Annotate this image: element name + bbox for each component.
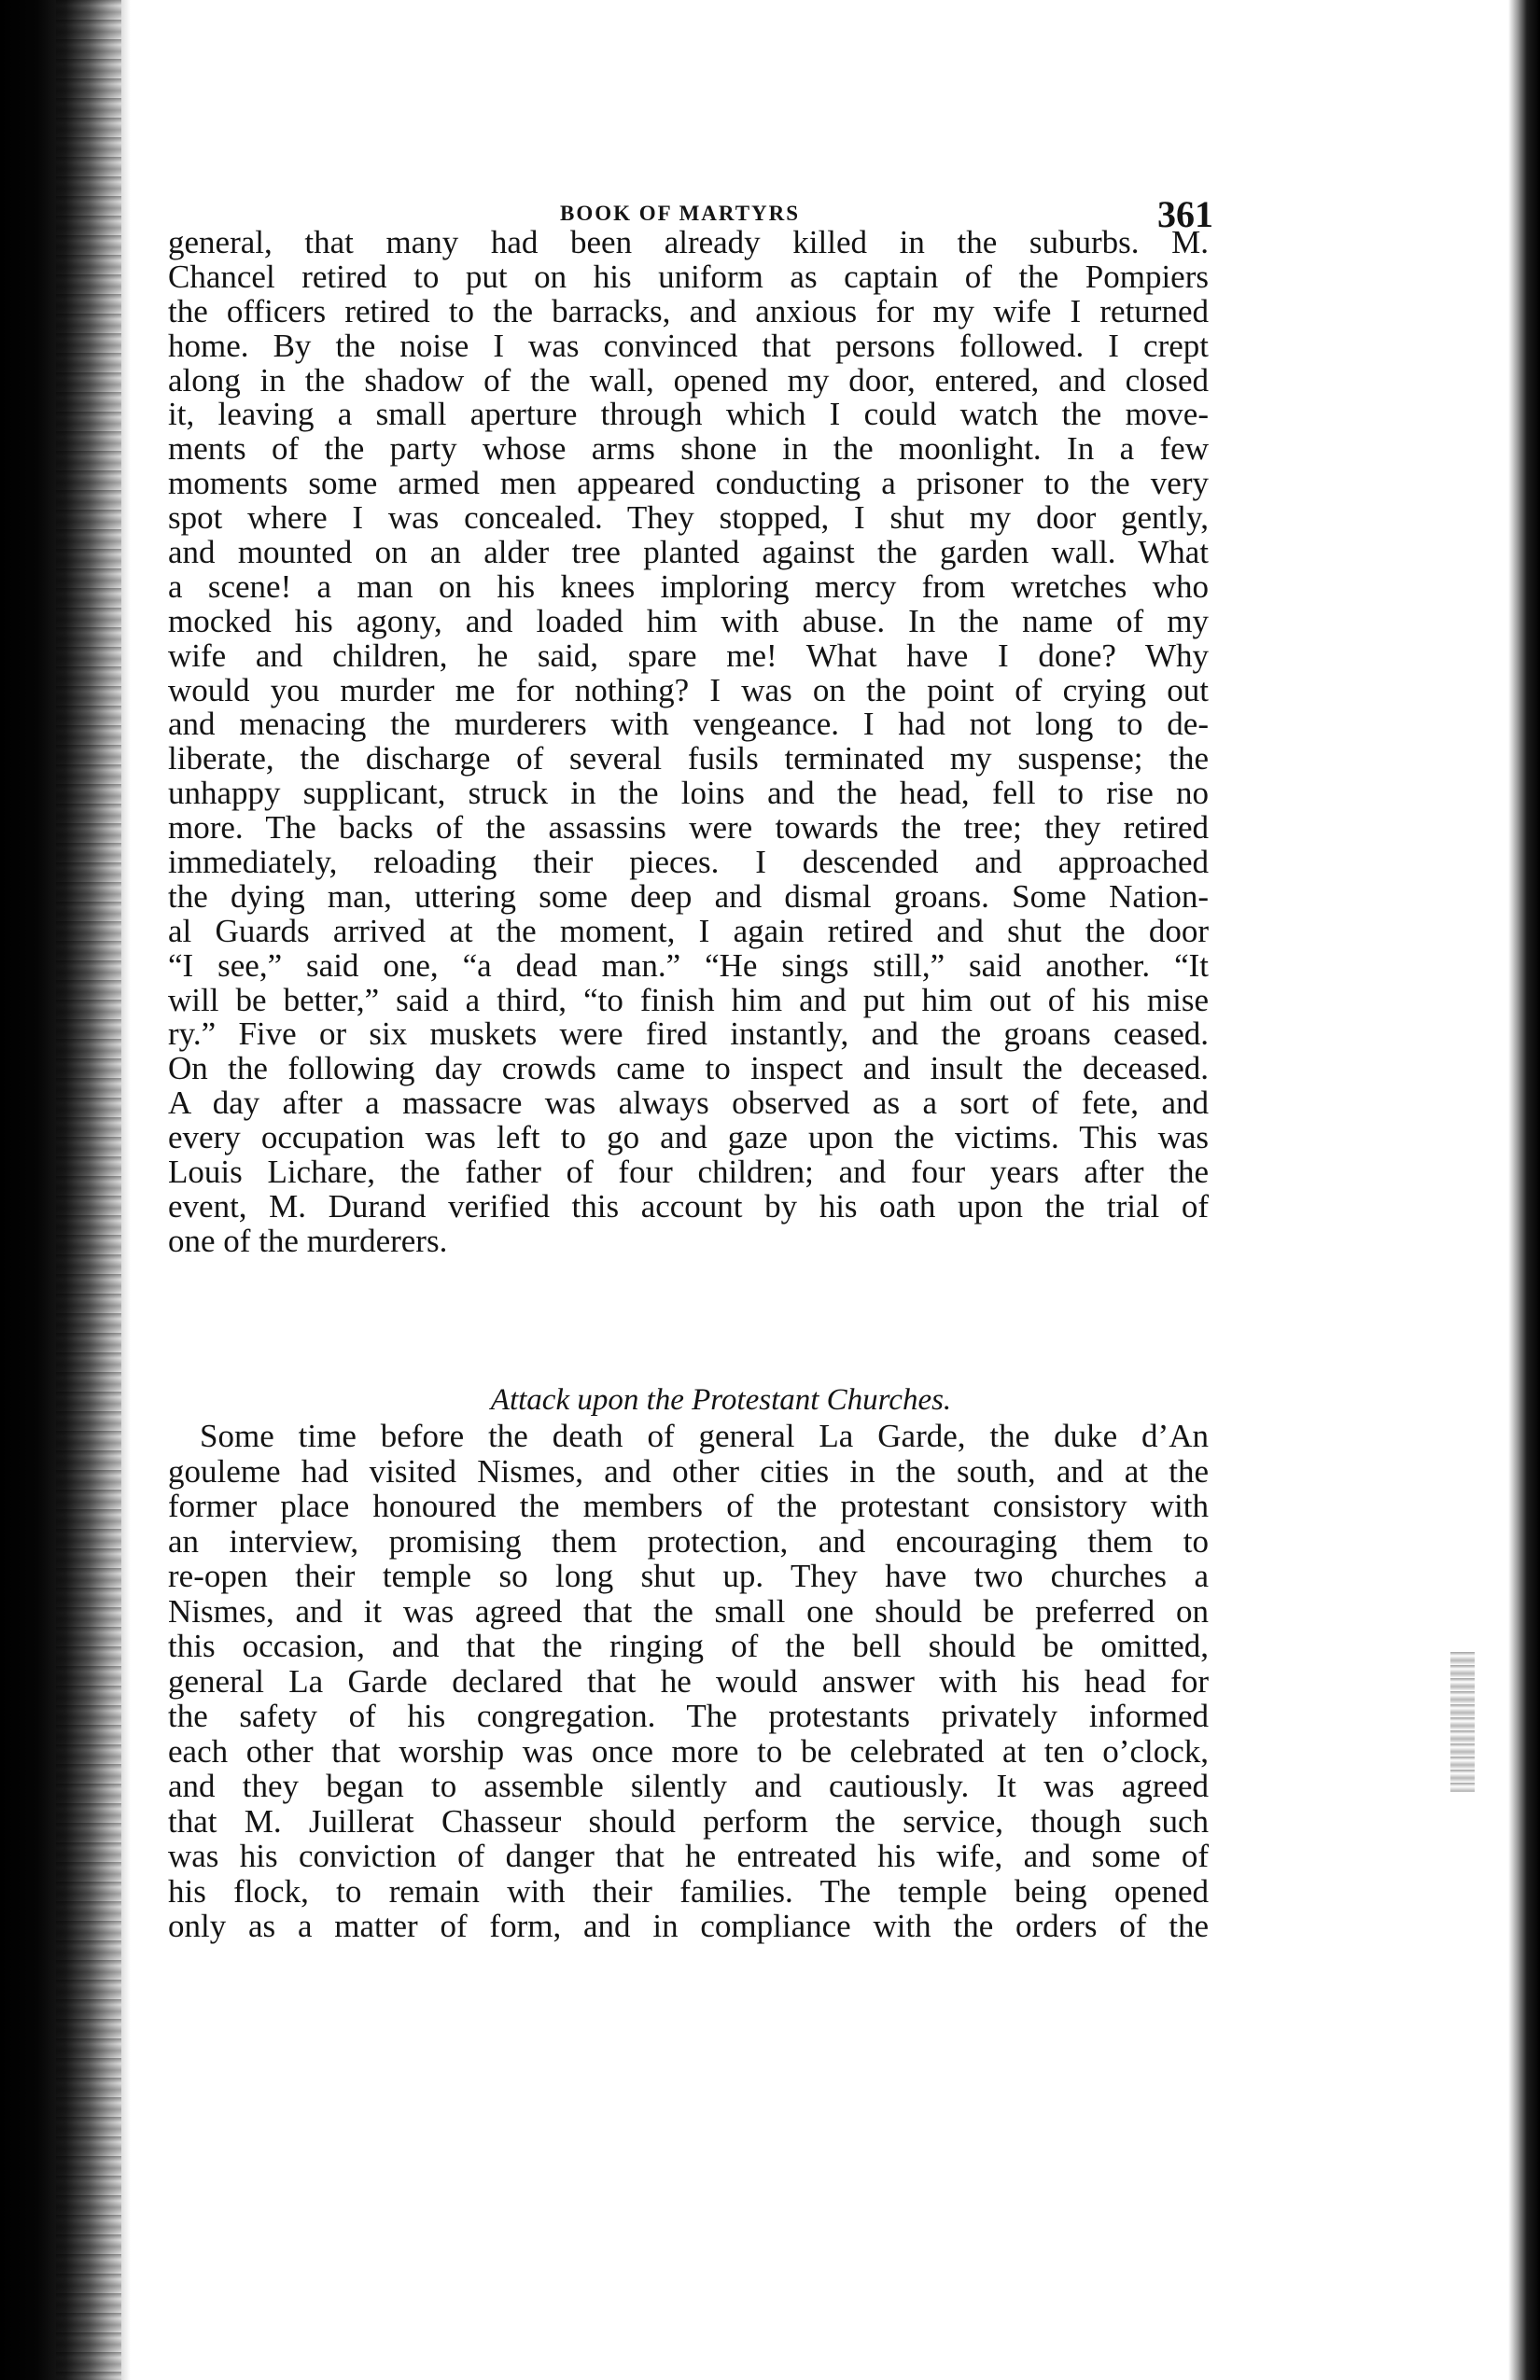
text-line: event, M. Durand verified this account by his oath upon the trial of xyxy=(168,1187,1209,1225)
text-line: spot where I was concealed. They stopped, I shut my door gently, xyxy=(168,499,1209,537)
text-line: was his conviction of danger that he entreated his wife, and some of xyxy=(168,1838,1209,1874)
text-line: and menacing the murderers with vengeance. I had not long to de- xyxy=(168,706,1209,743)
text-line: Some time before the death of general La Garde, the duke d’An xyxy=(200,1418,1209,1454)
scan-shadow-left xyxy=(0,0,131,2380)
text-line: re-open their temple so long shut up. They have two churches a xyxy=(168,1558,1209,1594)
text-line: it, leaving a small aperture through which I could watch the move- xyxy=(168,396,1209,433)
text-line: On the following day crowds came to inspect and insult the deceased. xyxy=(168,1050,1209,1087)
section-heading: Attack upon the Protestant Churches. xyxy=(490,1383,952,1417)
text-line: will be better,” said a third, “to finish him and put him out of his mise xyxy=(168,981,1209,1018)
text-line: A day after a massacre was always observed as a sort of fete, and xyxy=(168,1085,1209,1122)
text-line: ments of the party whose arms shone in the moonlight. In a few xyxy=(168,430,1209,468)
paragraph-1 xyxy=(168,226,1209,1259)
page-number: 361 xyxy=(1157,193,1213,235)
text-line: the dying man, uttering some deep and dismal groans. Some Nation- xyxy=(168,877,1209,915)
text-line: general, that many had been already killed in the suburbs. M. xyxy=(168,224,1209,260)
scan-speckle xyxy=(1450,1652,1475,1792)
text-line: gouleme had visited Nismes, and other cities in the south, and at the xyxy=(168,1452,1209,1490)
text-line: Louis Lichare, the father of four children; and four years after the xyxy=(168,1154,1209,1191)
text-line: along in the shadow of the wall, opened my door, entered, and closed xyxy=(168,361,1209,399)
text-line: every occupation was left to go and gaze upon the victims. This was xyxy=(168,1119,1209,1156)
text-line: liberate, the discharge of several fusils terminated my suspense; the xyxy=(168,740,1209,777)
text-line: more. The backs of the assassins were towards the tree; they retired xyxy=(168,809,1209,847)
text-line: unhappy supplicant, struck in the loins and the head, fell to rise no xyxy=(168,775,1209,812)
text-line: “I see,” said one, “a dead man.” “He sings still,” said another. “It xyxy=(168,946,1209,984)
text-line: the officers retired to the barracks, and anxious for my wife I returned xyxy=(168,292,1209,329)
text-line: the safety of his congregation. The protestants privately informed xyxy=(168,1698,1209,1734)
text-line: home. By the noise I was convinced that persons followed. I crept xyxy=(168,327,1209,364)
text-line: immediately, reloading their pieces. I descended and approached xyxy=(168,844,1209,881)
text-line: would you murder me for nothing? I was on the point of crying out xyxy=(168,671,1209,708)
text-line: former place honoured the members of the protestant consistory with xyxy=(168,1488,1209,1524)
scan-shadow-right xyxy=(1508,0,1540,2380)
text-line: one of the murderers. xyxy=(168,1222,448,1259)
text-line: a scene! a man on his knees imploring mercy from wretches who xyxy=(168,567,1209,605)
paragraph-2 xyxy=(168,1419,1209,1944)
running-title: BOOK OF MARTYRS xyxy=(560,202,801,225)
text-line: mocked his agony, and loaded him with abuse. In the name of my xyxy=(168,602,1209,639)
text-line: ry.” Five or six muskets were fired instantly, and the groans ceased. xyxy=(168,1015,1209,1053)
text-line: and they began to assemble silently and cautiously. It was agreed xyxy=(168,1768,1209,1804)
text-line: this occasion, and that the ringing of the bell should be omitted, xyxy=(168,1628,1209,1664)
text-line: moments some armed men appeared conducting a prisoner to the very xyxy=(168,465,1209,502)
text-line: Nismes, and it was agreed that the small one should be preferred on xyxy=(168,1592,1209,1630)
text-line: that M. Juillerat Chasseur should perform the service, though such xyxy=(168,1802,1209,1840)
text-line: an interview, promising them protection, and encouraging them to xyxy=(168,1522,1209,1560)
text-line: his flock, to remain with their families. The temple being opened xyxy=(168,1872,1209,1910)
text-line: general La Garde declared that he would answer with his head for xyxy=(168,1662,1209,1700)
text-line: each other that worship was once more to be celebrated at ten o’clock, xyxy=(168,1732,1209,1770)
text-line: and mounted on an alder tree planted against the garden wall. What xyxy=(168,534,1209,571)
text-line: wife and children, he said, spare me! What have I done? Why xyxy=(168,637,1209,674)
text-line: only as a matter of form, and in compliance with the orders of the xyxy=(168,1908,1209,1944)
text-line: Chancel retired to put on his uniform as captain of the Pompiers xyxy=(168,258,1209,295)
text-line: al Guards arrived at the moment, I again retired and shut the door xyxy=(168,912,1209,949)
